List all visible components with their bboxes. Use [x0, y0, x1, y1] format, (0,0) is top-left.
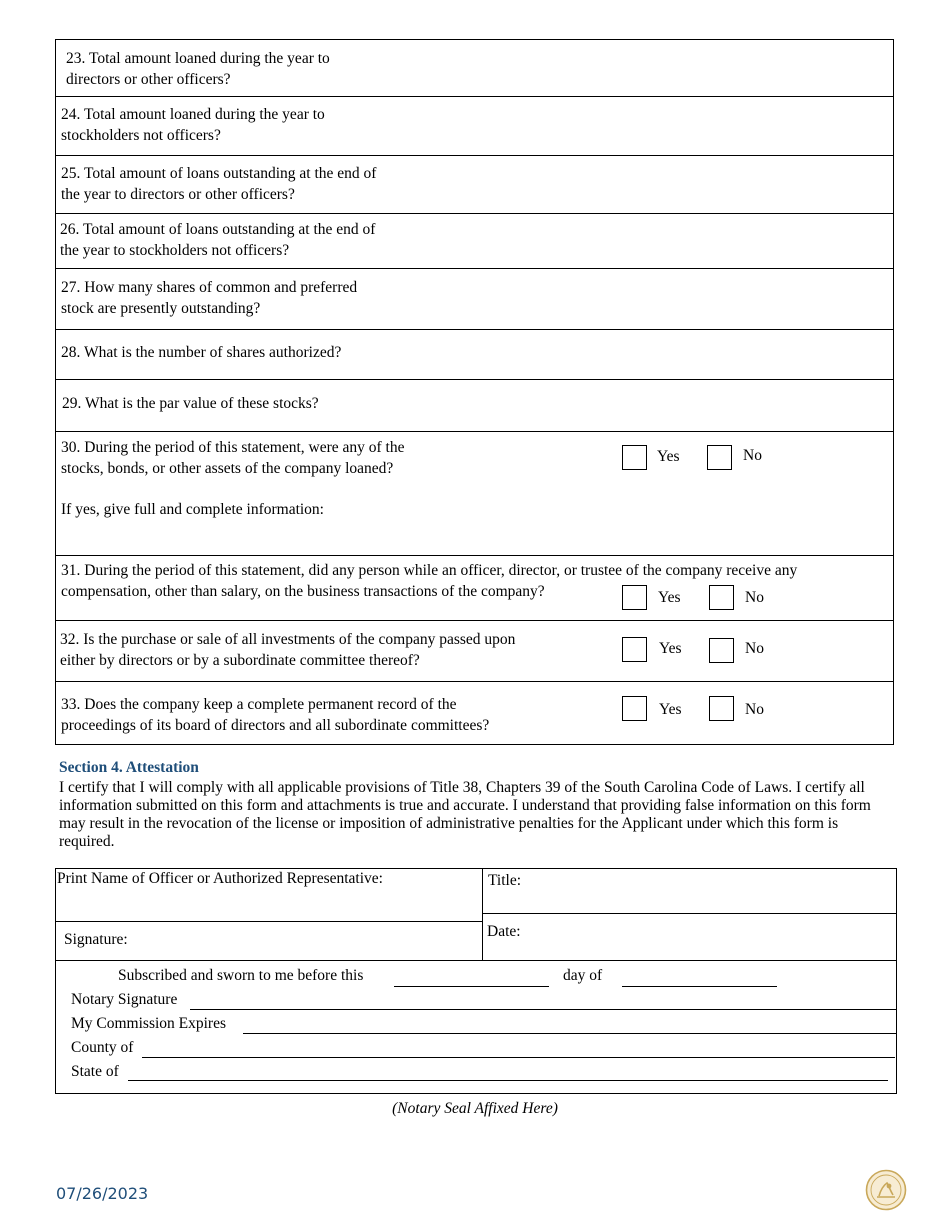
question-row-29	[56, 380, 893, 432]
q32-yes-label: Yes	[659, 640, 682, 657]
question-row-26	[56, 214, 893, 269]
q32-yes-checkbox[interactable]	[622, 637, 647, 662]
q33-no-checkbox[interactable]	[709, 696, 734, 721]
county-label: County of	[71, 1039, 134, 1056]
q33-yes-label: Yes	[659, 701, 682, 718]
subscribed-month-line[interactable]	[622, 986, 777, 987]
question-row-33	[56, 682, 893, 746]
question-row-23	[56, 40, 893, 97]
print-name-label: Print Name of Officer or Authorized Representative:	[57, 870, 383, 887]
commission-line[interactable]	[243, 1033, 896, 1034]
question-29-text: 29. What is the par value of these stocks?	[62, 395, 319, 412]
notary-signature-label: Notary Signature	[71, 991, 178, 1008]
commission-label: My Commission Expires	[71, 1015, 227, 1032]
q31-yes-checkbox[interactable]	[622, 585, 647, 610]
subscribed-day-line[interactable]	[394, 986, 549, 987]
state-line[interactable]	[128, 1080, 888, 1081]
signature-block	[55, 868, 897, 1094]
county-line[interactable]	[142, 1057, 895, 1058]
subscribed-label: Subscribed and sworn to me before this	[118, 967, 364, 984]
question-32-text: 32. Is the purchase or sale of all investments of the company passed upon either by directors or by a subordinate committee thereof?	[60, 631, 516, 669]
question-row-24	[56, 97, 893, 156]
q32-no-label: No	[745, 640, 764, 657]
notary-seal-note: (Notary Seal Affixed Here)	[392, 1100, 558, 1117]
question-row-30	[56, 432, 893, 556]
question-23-text: 23. Total amount loaned during the year to directors or other officers?	[66, 50, 330, 88]
date-label: Date:	[487, 923, 521, 940]
notary-divider	[56, 960, 896, 961]
q31-no-label: No	[745, 589, 764, 606]
question-27-text: 27. How many shares of common and preferred stock are presently outstanding?	[61, 279, 358, 317]
question-26-text: 26. Total amount of loans outstanding at the end of the year to stockholders not officers?	[60, 221, 376, 259]
attestation-heading: Section 4. Attestation	[59, 759, 199, 776]
q33-no-label: No	[745, 701, 764, 718]
signature-label: Signature:	[64, 931, 128, 948]
question-30-text: 30. During the period of this statement, were any of the stocks, bonds, or other assets of the company loaned?	[61, 439, 405, 477]
title-date-divider	[483, 913, 896, 914]
question-30-followup: If yes, give full and complete information:	[61, 501, 324, 518]
question-row-31	[56, 556, 893, 621]
question-25-text: 25. Total amount of loans outstanding at the end of the year to directors or other officers?	[61, 165, 377, 203]
notary-signature-line[interactable]	[190, 1009, 896, 1010]
q30-yes-checkbox[interactable]	[622, 445, 647, 470]
question-row-32	[56, 621, 893, 682]
question-row-28	[56, 330, 893, 380]
questions-table	[55, 39, 894, 745]
question-31-text: 31. During the period of this statement, did any person while an officer, director, or trustee of the company receive any compensation, other than salary, on the business transactions of the company?	[61, 562, 798, 600]
question-28-text: 28. What is the number of shares authorized?	[61, 344, 342, 361]
q31-yes-label: Yes	[658, 589, 681, 606]
day-of-label: day of	[563, 967, 603, 984]
state-seal-icon	[865, 1169, 907, 1211]
question-row-25	[56, 156, 893, 214]
name-signature-divider	[56, 921, 483, 922]
title-label: Title:	[488, 872, 522, 889]
q30-yes-label: Yes	[657, 448, 680, 465]
vertical-divider	[482, 869, 483, 961]
attestation-text: I certify that I will comply with all applicable provisions of Title 38, Chapters 39 of the South Carolina Code of Laws. I certify all information submitted on this form and attachments is true and accurate. I understand that providing false information on this form may result in the revocation of the license or imposition of administrative penalties for the Applicant under which this form is required.	[59, 779, 871, 850]
q30-no-label: No	[743, 447, 762, 464]
q31-no-checkbox[interactable]	[709, 585, 734, 610]
q33-yes-checkbox[interactable]	[622, 696, 647, 721]
footer-date: 07/26/2023	[56, 1184, 149, 1203]
state-label: State of	[71, 1063, 119, 1080]
q30-no-checkbox[interactable]	[707, 445, 732, 470]
question-row-27	[56, 269, 893, 330]
question-33-text: 33. Does the company keep a complete permanent record of the proceedings of its board of directors and all subordinate committees?	[61, 696, 490, 734]
q32-no-checkbox[interactable]	[709, 638, 734, 663]
question-24-text: 24. Total amount loaned during the year to stockholders not officers?	[61, 106, 325, 144]
